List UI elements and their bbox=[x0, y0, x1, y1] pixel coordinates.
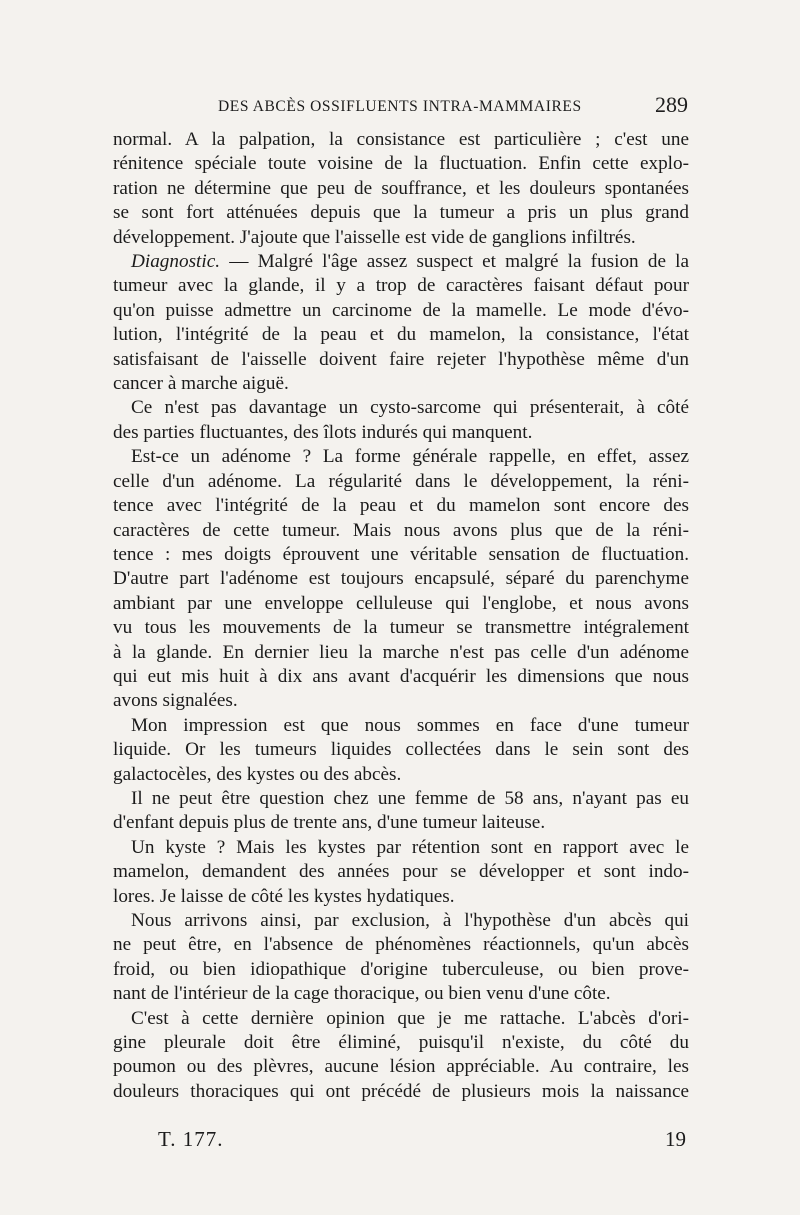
text-line: rénitence spéciale toute voisine de la fluctuation. Enfin cette explo- bbox=[113, 153, 689, 175]
text-line: gine pleurale doit être éliminé, puisqu'il n'existe, du côté du bbox=[113, 1032, 689, 1054]
text-line: ration ne détermine que peu de souffrance, et les douleurs spontanées bbox=[113, 177, 689, 199]
text-line: satisfaisant de l'aisselle doivent faire rejeter l'hypothèse même d'un bbox=[113, 348, 689, 370]
text-line: douleurs thoraciques qui ont précédé de plusieurs mois la naissance bbox=[113, 1080, 689, 1102]
text-line: Il ne peut être question chez une femme de 58 ans, n'ayant pas eu bbox=[131, 787, 689, 809]
text-line: vu tous les mouvements de la tumeur se transmettre intégralement bbox=[113, 617, 689, 639]
section-lead-in: Diagnostic. bbox=[131, 251, 221, 273]
text-line: nant de l'intérieur de la cage thoracique, ou bien venu d'une côte. bbox=[113, 983, 611, 1005]
text-line: C'est à cette dernière opinion que je me rattache. L'abcès d'ori- bbox=[131, 1007, 689, 1029]
page-number: 289 bbox=[655, 92, 688, 117]
text-line: des parties fluctuantes, des îlots indurés qui manquent. bbox=[113, 421, 533, 443]
text-line: Ce n'est pas davantage un cysto-sarcome qui présenterait, à côté bbox=[131, 397, 689, 419]
text-line: ne peut être, en l'absence de phénomènes réactionnels, qu'un abcès bbox=[113, 934, 689, 956]
text-line: développement. J'ajoute que l'aisselle est vide de ganglions infiltrés. bbox=[113, 226, 636, 248]
text-line-diagnostic bbox=[113, 250, 689, 274]
text-line: froid, ou bien idiopathique d'origine tuberculeuse, ou bien prove- bbox=[113, 958, 689, 980]
text-line: celle d'un adénome. La régularité dans le développement, la réni- bbox=[113, 470, 689, 492]
section-text: — Malgré l'âge assez suspect et malgré la fusion de la bbox=[220, 251, 689, 273]
text-line: tence avec l'intégrité de la peau et du mamelon sont encore des bbox=[113, 495, 689, 517]
text-line: Est-ce un adénome ? La forme générale rappelle, en effet, assez bbox=[131, 446, 689, 468]
text-line: normal. A la palpation, la consistance est particulière ; c'est une bbox=[113, 129, 689, 150]
text-line: qui eut mis huit à dix ans avant d'acquérir les dimensions que nous bbox=[113, 665, 689, 687]
text-line: poumon ou des plèvres, aucune lésion appréciable. Au contraire, les bbox=[113, 1056, 689, 1078]
text-line: cancer à marche aiguë. bbox=[113, 373, 289, 395]
text-line: Nous arrivons ainsi, par exclusion, à l'hypothèse d'un abcès qui bbox=[131, 910, 689, 931]
text-line: D'autre part l'adénome est toujours encapsulé, séparé du parenchyme bbox=[113, 568, 689, 590]
text-line: qu'on puisse admettre un carcinome de la mamelle. Le mode d'évo- bbox=[113, 299, 689, 321]
text-line: caractères de cette tumeur. Mais nous avons plus que de la réni- bbox=[113, 519, 689, 541]
running-head: DES ABCÈS OSSIFLUENTS INTRA-MAMMAIRES bbox=[218, 98, 582, 115]
text-line: Mon impression est que nous sommes en face d'une tumeur bbox=[131, 714, 689, 736]
text-line: ambiant par une enveloppe celluleuse qui l'englobe, et nous avons bbox=[113, 592, 689, 614]
signature-mark: T. 177. bbox=[158, 1127, 224, 1151]
text-line: se sont fort atténuées depuis que la tumeur a pris un plus grand bbox=[113, 202, 689, 224]
text-line: Un kyste ? Mais les kystes par rétention sont en rapport avec le bbox=[131, 836, 689, 858]
text-line: tumeur avec la glande, il y a trop de caractères faisant défaut pour bbox=[113, 275, 689, 297]
text-line: galactocèles, des kystes ou des abcès. bbox=[113, 763, 402, 785]
text-line: tence : mes doigts éprouvent une véritable sensation de fluctuation. bbox=[113, 543, 689, 565]
text-line: lution, l'intégrité de la peau et du mamelon, la consistance, l'état bbox=[113, 324, 689, 346]
text-line: liquide. Or les tumeurs liquides collectées dans le sein sont des bbox=[113, 739, 689, 761]
text-line: à la glande. En dernier lieu la marche n'est pas celle d'un adénome bbox=[113, 641, 689, 663]
page-header bbox=[110, 92, 696, 122]
body-text bbox=[113, 128, 689, 1104]
text-line: d'enfant depuis plus de trente ans, d'une tumeur laiteuse. bbox=[113, 812, 546, 834]
text-line: avons signalées. bbox=[113, 690, 238, 712]
text-line: mamelon, demandent des années pour se développer et sont indo- bbox=[113, 861, 689, 883]
text-line: lores. Je laisse de côté les kystes hydatiques. bbox=[113, 885, 455, 907]
signature-number: 19 bbox=[665, 1127, 686, 1151]
page-footer bbox=[158, 1127, 686, 1157]
